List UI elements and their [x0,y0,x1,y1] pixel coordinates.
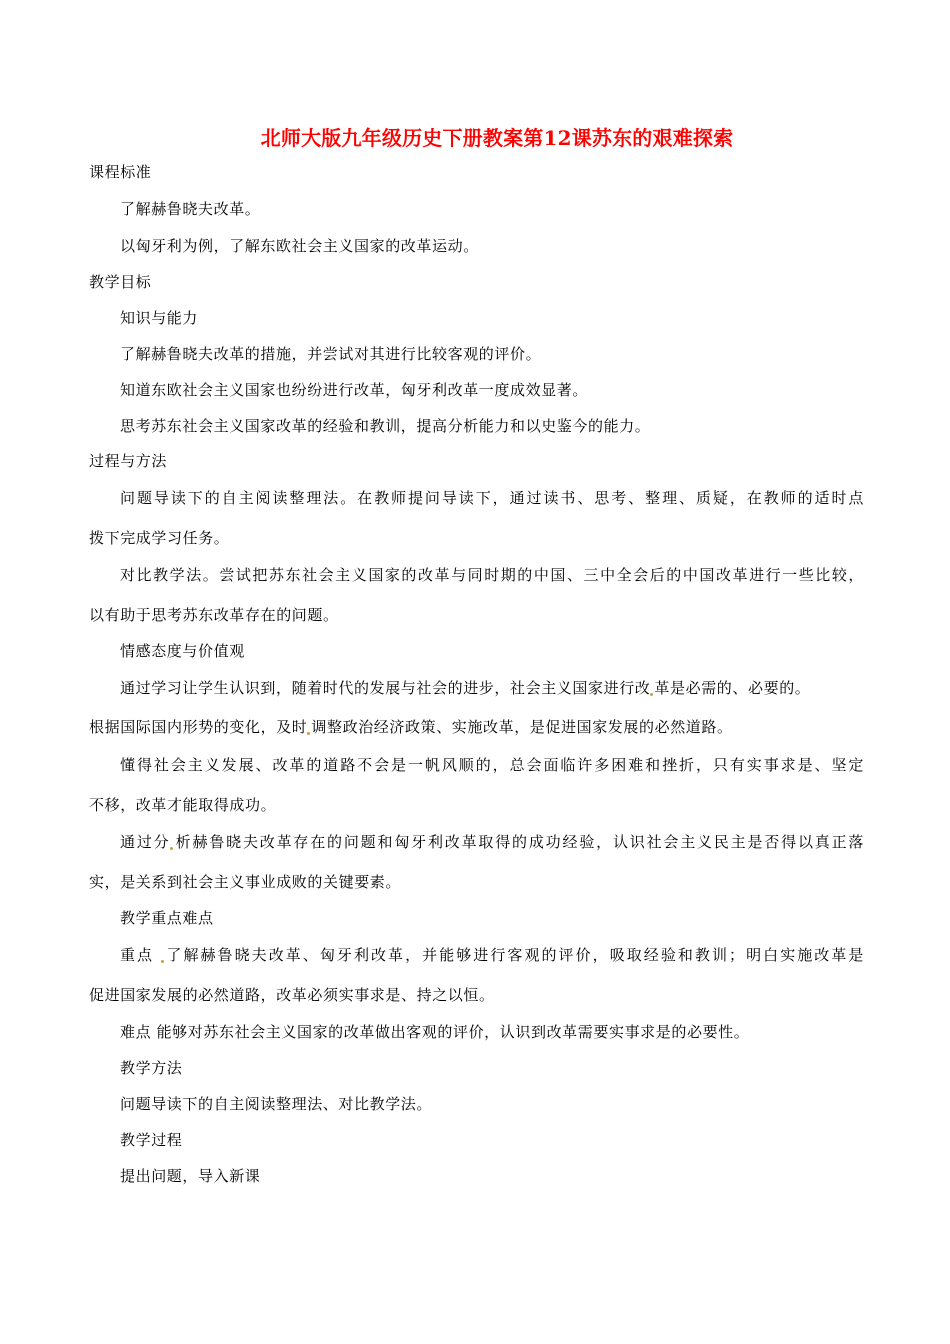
emotion-p1-line2-part-a: 根据国际国内形势的变化，及时 [89,718,308,736]
teaching-goals-heading: 教学目标 [89,273,152,291]
emotion-p1-line2-part-b: 调整政治经济政策、实施改革，是促进国家发展的必然道路。 [311,718,733,736]
methods-heading: 教学方法 [120,1059,183,1077]
curriculum-item-1: 了解赫鲁晓夫改革。 [120,200,261,218]
curriculum-standard-heading: 课程标准 [89,163,152,181]
document-title: 北师大版九年级历史下册教案第12课苏东的艰难探索 [260,126,734,150]
difficulty-text: 能够对苏东社会主义国家的改革做出客观的评价，认识到改革需要实事求是的必要性。 [156,1023,750,1041]
emotion-heading: 情感态度与价值观 [120,642,245,660]
stray-dot-mark [650,693,653,696]
difficulty-line [120,1023,749,1041]
emotion-paragraph-1-line-1 [120,679,810,697]
knowledge-item-3: 思考苏东社会主义国家改革的经验和教训，提高分析能力和以史鉴今的能力。 [120,417,651,435]
curriculum-item-2: 以匈牙利为例，了解东欧社会主义国家的改革运动。 [120,237,479,255]
focus-text-line-1: 了解赫鲁晓夫改革、匈牙利改革，并能够进行客观的评价，吸取经验和教训；明白实施改革是 [164,946,865,964]
stray-dot-mark [161,960,164,963]
focus-label: 重点 [120,946,155,964]
process-method-heading: 过程与方法 [89,452,168,470]
focus-line-1 [120,946,864,964]
emotion-paragraph-3-line-2: 实，是关系到社会主义事业成败的关键要素。 [89,873,402,891]
process-paragraph-1-line-2: 拨下完成学习任务。 [89,529,230,547]
process-paragraph-2-line-1: 对比教学法。尝试把苏东社会主义国家的改革与同时期的中国、三中全会后的中国改革进行一些比较， [120,566,864,584]
emotion-p1-line1-part-a: 通过学习让学生认识到，随着时代的发展与社会的进步，社会主义国家进行改 [120,679,651,697]
focus-line-2: 促进国家发展的必然道路，改革必须实事求是、持之以恒。 [89,986,495,1004]
emotion-p1-line1-part-b: 革是必需的、必要的。 [654,679,811,697]
knowledge-item-1: 了解赫鲁晓夫改革的措施，并尝试对其进行比较客观的评价。 [120,345,542,363]
difficulty-label: 难点 [120,1023,152,1041]
teaching-process-first-step: 提出问题，导入新课 [120,1167,261,1185]
process-paragraph-1-line-1: 问题导读下的自主阅读整理法。在教师提问导读下，通过读书、思考、整理、质疑，在教师的适时点 [120,489,864,507]
stray-dot-mark [307,732,310,735]
knowledge-item-2: 知道东欧社会主义国家也纷纷进行改革，匈牙利改革一度成效显著。 [120,381,589,399]
emotion-paragraph-3-line-1 [120,833,864,851]
teaching-process-heading: 教学过程 [120,1131,183,1149]
methods-text: 问题导读下的自主阅读整理法、对比教学法。 [120,1095,433,1113]
emotion-paragraph-2-line-2: 不移，改革才能取得成功。 [89,796,277,814]
knowledge-heading: 知识与能力 [120,309,199,327]
key-points-heading: 教学重点难点 [120,909,214,927]
emotion-paragraph-1-line-2 [89,718,733,736]
emotion-p3-line1-part-b: 析赫鲁晓夫改革存在的问题和匈牙利改革取得的成功经验，认识社会主义民主是否得以真正落 [174,833,864,851]
process-paragraph-2-line-2: 以有助于思考苏东改革存在的问题。 [89,606,339,624]
emotion-paragraph-2-line-1: 懂得社会主义发展、改革的道路不会是一帆风顺的，总会面临许多困难和挫折，只有实事求是、坚定 [120,756,864,774]
emotion-p3-line1-part-a: 通过分 [120,833,171,851]
